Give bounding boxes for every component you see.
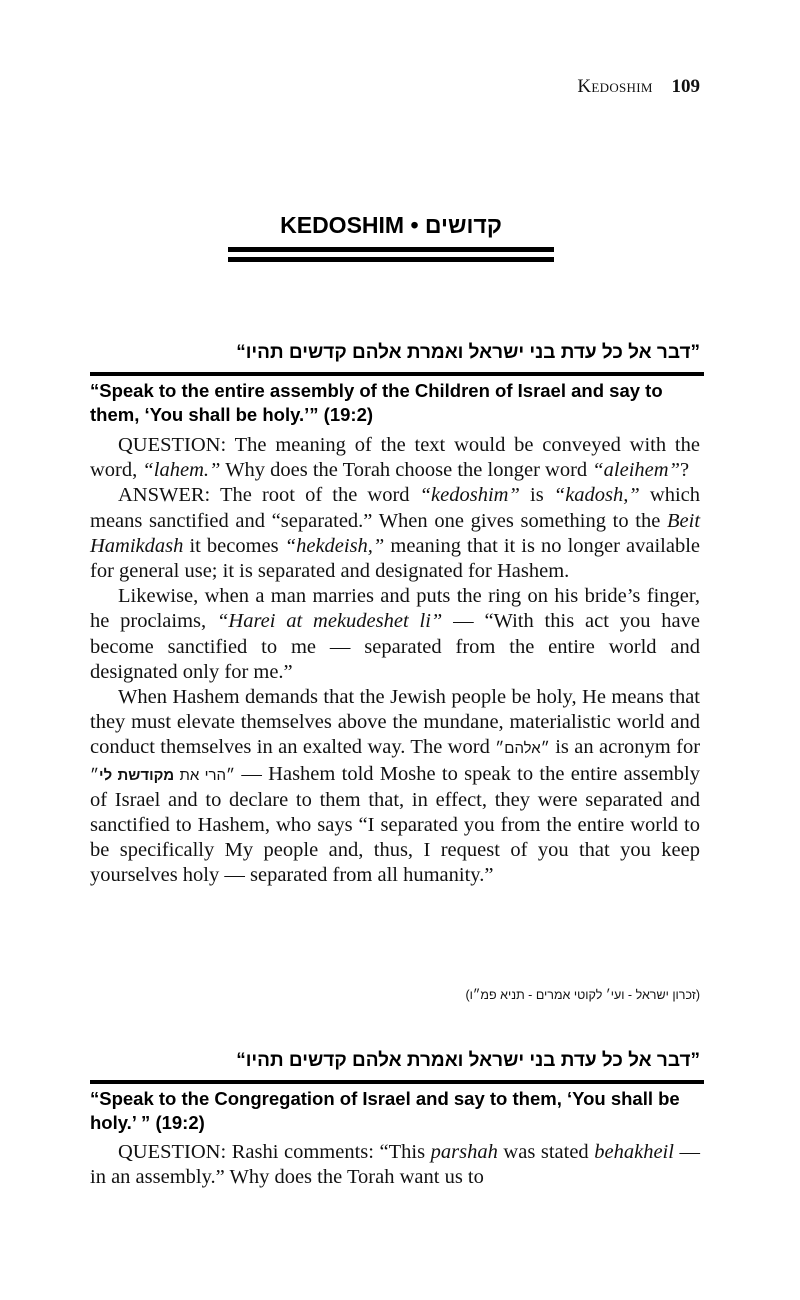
hebrew-verse: ”דבר אל כל עדת בני ישראל ואמרת אלהם קדשים תהיו“ [236,342,700,363]
section-body [90,1140,700,1190]
page-number: 109 [671,76,700,97]
explanation-paragraph: When Hashem demands that the Jewish people be holy, He means that they must elevate themselves above the mundane, materialistic world and conduct themselves in an exalted way. The word ״אלהם״ is an acronym for ״הרי את מקודשת לי״ — Hashem told Moshe to speak to the entire assembly of Israel and to declare to them that, in effect, they were separated and sanctified to Hashem, who says “I separated you from the entire world to be specifically My people and, thus, I request of you that you keep yourselves holy — separated from all humanity.” [90,686,701,887]
chapter-rule-top [228,247,554,252]
verse-rule [90,1080,704,1084]
question-paragraph: QUESTION: The meaning of the text would be conveyed with the word, “lahem.” Why does the Torah choose the longer word “aleihem”? [90,434,700,482]
english-verse-heading: “Speak to the entire assembly of the Children of Israel and say to them, ‘You shall be holy.’” (19:2) [90,380,663,425]
english-verse-heading: “Speak to the Congregation of Israel and say to them, ‘You shall be holy.’ ” (19:2) [90,1088,680,1133]
running-head-title: Kedoshim [577,76,653,97]
chapter-title: KEDOSHIM • קדושים [280,212,502,238]
chapter-rule-bottom [228,257,554,262]
running-head [0,76,700,98]
source-citation: (זכרון ישראל - ועי׳ לקוטי אמרים - תניא פמ״ו) [465,988,700,1002]
likewise-paragraph: Likewise, when a man marries and puts the ring on his bride’s finger, he proclaims, “Harei at mekudeshet li” — “With this act you have become sanctified to me — separated from the entire world and designated only for me.” [90,585,700,683]
section-body [90,433,700,889]
hebrew-verse: ”דבר אל כל עדת בני ישראל ואמרת אלהם קדשים תהיו“ [236,1050,700,1071]
question-paragraph: QUESTION: Rashi comments: “This parshah was stated behakheil — in an assembly.” Why does the Torah want us to [90,1141,701,1189]
verse-rule [90,372,704,376]
answer-paragraph: ANSWER: The root of the word “kedoshim” is “kadosh,” which means sanctified and “separated.” When one gives something to the Beit Hamikdash it becomes “hekdeish,” meaning that it is no longer available for general use; it is separated and designated for Hashem. [90,484,701,583]
